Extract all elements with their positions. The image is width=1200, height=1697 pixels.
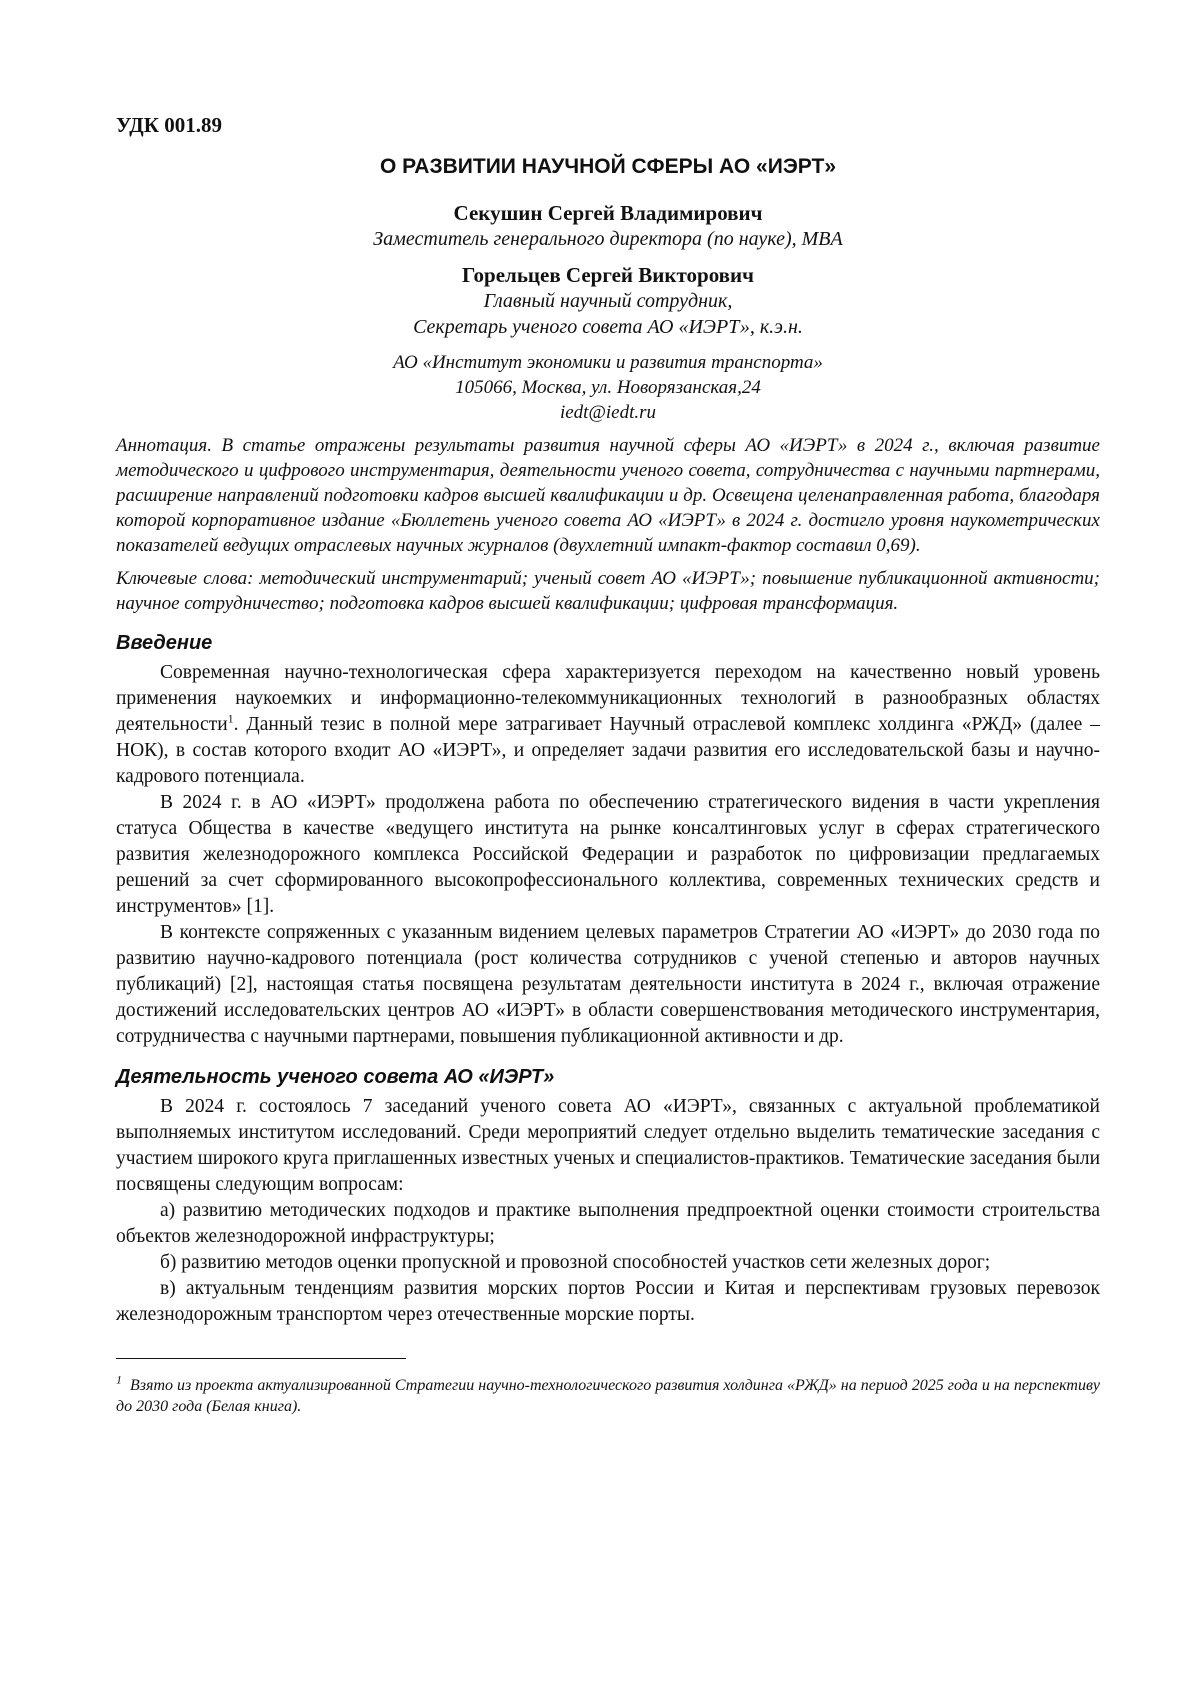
paragraph: В 2024 г. в АО «ИЭРТ» продолжена работа по обеспечению стратегического видения в части укрепления статуса Общества в качестве «ведущего института на рынке консалтинговых услуг в сферах стратегического развития железнодорожного комплекса Российской Федерации и разработок по цифровизации предлагаемых решений за счет сформированного высокопрофессионального коллектива, современных технических средств и инструментов» [1]. <box>116 790 1100 920</box>
author-block-2 <box>116 262 1100 340</box>
list-item: б) развитию методов оценки пропускной и провозной способностей участков сети железных дорог; <box>116 1250 1100 1276</box>
organization-email: iedt@iedt.ru <box>116 400 1100 425</box>
keywords: Ключевые слова: методический инструментарий; ученый совет АО «ИЭРТ»; повышение публикационной активности; научное сотрудничество; подготовка кадров высшей квалификации; цифровая трансформация. <box>116 566 1100 616</box>
paragraph <box>116 660 1100 790</box>
author-name: Горельцев Сергей Викторович <box>116 262 1100 288</box>
footnote-ref: 1 <box>228 712 234 726</box>
list-item: в) актуальным тенденциям развития морских портов России и Китая и перспективам грузовых перевозок железнодорожным транспортом через отечественные морские порты. <box>116 1276 1100 1328</box>
footnote <box>116 1375 1100 1417</box>
author-name: Секушин Сергей Владимирович <box>116 200 1100 226</box>
author-position: Заместитель генерального директора (по науке), MBA <box>116 226 1100 252</box>
organization-block <box>116 350 1100 425</box>
paragraph-text: . Данный тезис в полной мере затрагивает Научный отраслевой комплекс холдинга «РЖД» (далее – НОК), в состав которого входит АО «ИЭРТ», и определяет задачи развития его исследовательской базы и научно-кадрового потенциала. <box>116 714 1100 787</box>
paragraph: В контексте сопряженных с указанным видением целевых параметров Стратегии АО «ИЭРТ» до 2030 года по развитию научно-кадрового потенциала (рост количества сотрудников с ученой степенью и авторов научных публикаций) [2], настоящая статья посвящена результатам деятельности института в 2024 г., включая отражение достижений исследовательских центров АО «ИЭРТ» в области совершенствования методического инструментария, сотрудничества с научными партнерами, повышения публикационной активности и др. <box>116 920 1100 1050</box>
article-title: О РАЗВИТИИ НАУЧНОЙ СФЕРЫ АО «ИЭРТ» <box>116 154 1100 180</box>
organization-name: АО «Институт экономики и развития транспорта» <box>116 350 1100 375</box>
organization-address: 105066, Москва, ул. Новорязанская,24 <box>116 375 1100 400</box>
author-position: Главный научный сотрудник, <box>116 288 1100 314</box>
footnote-divider <box>116 1358 406 1359</box>
footnote-text: Взято из проекта актуализированной Стратегии научно-технологического развития холдинга «РЖД» на период 2025 года и на перспективу до 2030 года (Белая книга). <box>116 1377 1100 1415</box>
section-heading-council: Деятельность ученого совета АО «ИЭРТ» <box>116 1064 1100 1090</box>
udk-code: УДК 001.89 <box>116 112 1100 138</box>
article-page <box>116 112 1100 1417</box>
section-heading-intro: Введение <box>116 630 1100 656</box>
author-position: Секретарь ученого совета АО «ИЭРТ», к.э.н. <box>116 314 1100 340</box>
footnote-mark: 1 <box>116 1373 122 1387</box>
list-item: а) развитию методических подходов и практике выполнения предпроектной оценки стоимости строительства объектов железнодорожной инфраструктуры; <box>116 1198 1100 1250</box>
abstract: Аннотация. В статье отражены результаты развития научной сферы АО «ИЭРТ» в 2024 г., включая развитие методического и цифрового инструментария, деятельности ученого совета, сотрудничества с научными партнерами, расширение направлений подготовки кадров высшей квалификации и др. Освещена целенаправленная работа, благодаря которой корпоративное издание «Бюллетень ученого совета АО «ИЭРТ» в 2024 г. достигло уровня наукометрических показателей ведущих отраслевых научных журналов (двухлетний импакт-фактор составил 0,69). <box>116 433 1100 558</box>
author-block-1 <box>116 200 1100 252</box>
paragraph: В 2024 г. состоялось 7 заседаний ученого совета АО «ИЭРТ», связанных с актуальной проблематикой выполняемых институтом исследований. Среди мероприятий следует отдельно выделить тематические заседания с участием широкого круга приглашенных известных ученых и специалистов-практиков. Тематические заседания были посвящены следующим вопросам: <box>116 1094 1100 1198</box>
paragraph-text: Современная научно-технологическая сфера характеризуется переходом на качественно новый уровень применения наукоемких и информационно-телекоммуникационных технологий в разнообразных областях деятельности <box>116 662 1100 735</box>
